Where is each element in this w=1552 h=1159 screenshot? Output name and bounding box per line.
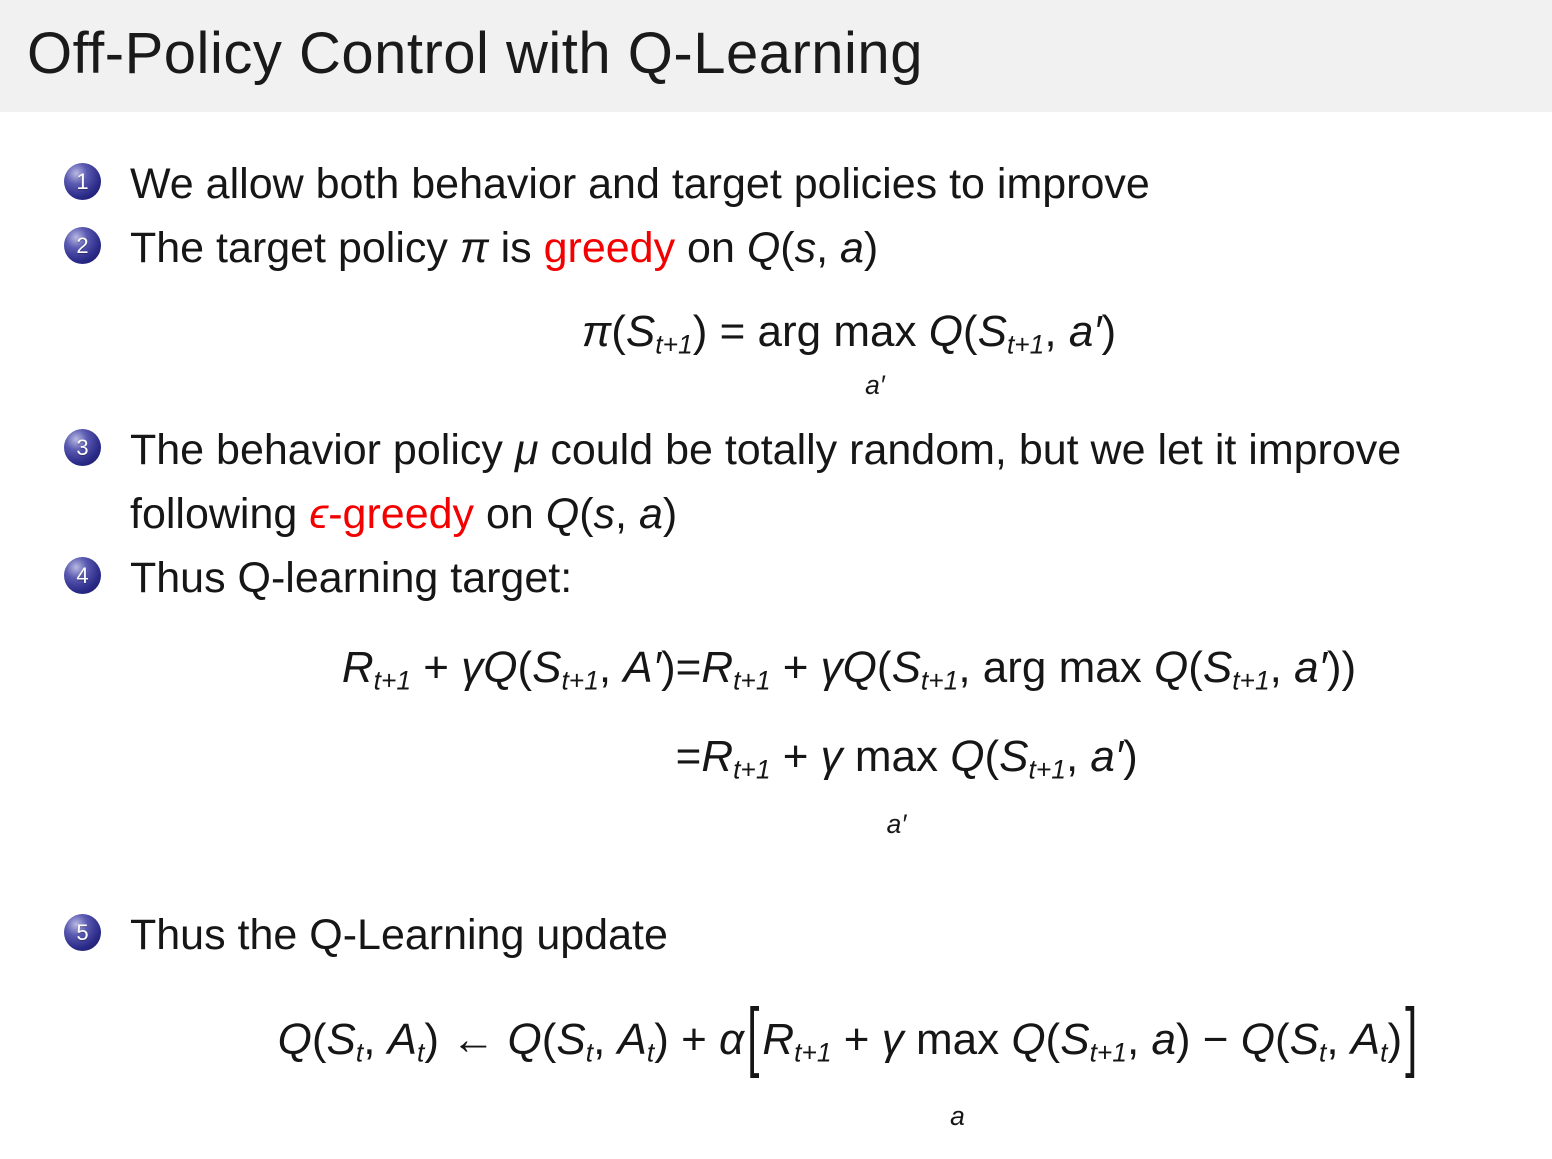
bullet-ball-5	[64, 914, 101, 951]
bullet-text-5: Thus the Q-Learning update	[130, 911, 668, 960]
equation-target-row2-lhs	[342, 719, 676, 807]
equation-target-row1-rhs: =Rt+1 + γQ(St+1, arg max Q(St+1, a′))	[675, 643, 1357, 696]
bullet-text-2: The target policy π is greedy on Q(s, a)	[130, 224, 879, 272]
bullet-text-3: The behavior policy μ could be totally random, but we let it improve following ϵ-greedy on Q(s, a)	[130, 426, 1402, 539]
bullet-text-1: We allow both behavior and target policies to improve	[130, 160, 1150, 208]
equation-qlearning-update: Q(St, At) ← Q(St, At) + α[Rt+1 + γ max a Q(St+1, a) − Q(St, At)]	[277, 993, 1418, 1131]
bullet-number: 2	[76, 232, 89, 258]
bullet-item-2	[64, 216, 1524, 280]
bullet-number: 3	[76, 434, 89, 460]
equation-target-row2-rhs: =Rt+1 + γ max a′ Q(St+1, a′)	[675, 731, 1138, 839]
bullet-ball-4	[64, 557, 101, 594]
bullet-number: 4	[76, 562, 89, 588]
bullet-item-1	[64, 152, 1524, 216]
bullet-ball-3	[64, 429, 101, 466]
equation-target-row1-lhs: Rt+1 + γQ(St+1, A′)	[341, 643, 676, 696]
slide-title: Off-Policy Control with Q-Learning	[27, 20, 923, 86]
bullet-text-4: Thus Q-learning target:	[130, 554, 573, 603]
slide-body	[0, 112, 1552, 1131]
bullet-ball-2	[64, 227, 101, 264]
bullet-item-4	[64, 546, 1524, 610]
bullet-ball-1	[64, 163, 101, 200]
bullet-number: 5	[76, 919, 89, 945]
slide-title-bar	[0, 0, 1552, 112]
bullet-number: 1	[76, 168, 89, 194]
equation-greedy-policy: π(St+1) = arg max a′ Q(St+1, a′)	[581, 307, 1117, 400]
spacer	[64, 851, 1524, 903]
bullet-item-5	[64, 903, 1524, 967]
equation-qlearning-target	[174, 630, 1524, 851]
bullet-item-3	[64, 418, 1524, 546]
